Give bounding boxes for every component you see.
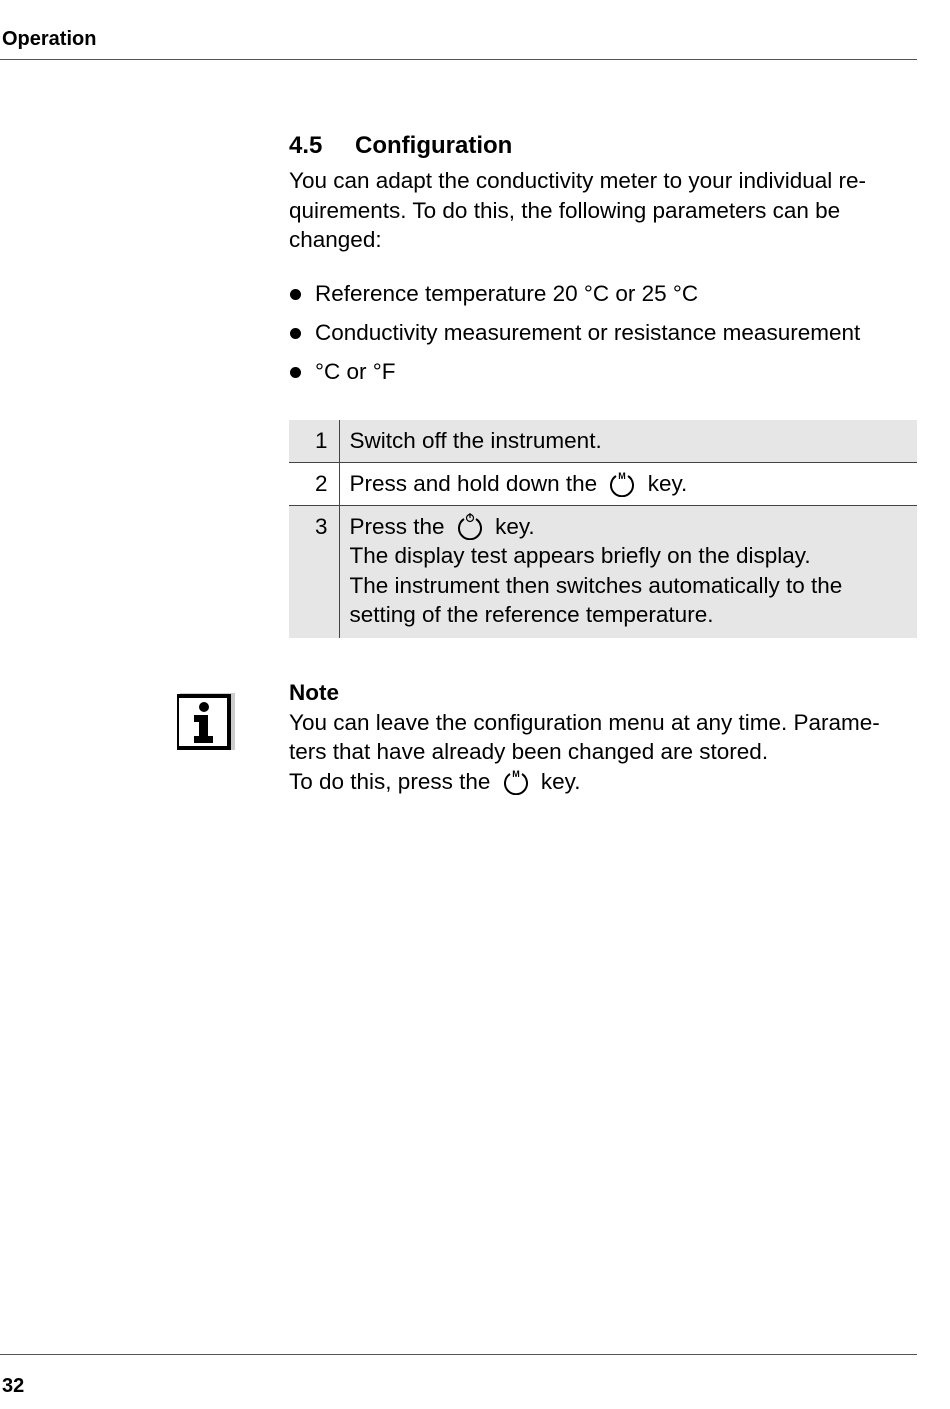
section-number: 4.5 [289,132,323,159]
running-header: Operation [2,28,97,50]
note-block [289,678,917,796]
step-detail: The instrument then switches automatically to the [349,572,843,598]
step-detail: setting of the reference temperature. [349,602,714,627]
step-text-after: key. [647,470,688,496]
list-item [289,357,917,396]
intro-line-2: quirements. To do this, the following parameters can be [289,197,841,223]
page-number: 32 [2,1375,25,1397]
note-line-2: ters that have already been changed are stored. [289,739,769,764]
list-item [289,318,917,357]
intro-line-3: changed: [289,227,382,252]
section-title: Configuration [355,132,513,159]
table-row [289,505,917,638]
list-item [289,279,917,318]
step-number: 2 [289,462,339,505]
mode-key-icon [501,767,531,795]
table-row [289,462,917,505]
parameter-list [289,279,917,396]
step-text: Switch off the instrument. [339,420,917,463]
step-text [339,505,917,638]
note-action-before: To do this, press the [289,768,491,794]
section-content [289,130,917,638]
note-line-1: You can leave the configuration menu at any time. Parame- [289,709,880,735]
footer-rule [0,1354,917,1355]
intro-line-1: You can adapt the conductivity meter to your individual re- [289,168,867,193]
steps-table [289,420,917,638]
note-text [289,708,917,767]
step-detail: The display test appears briefly on the display. [349,543,811,568]
svg-text:M: M [511,768,520,779]
list-item-text: Conductivity measurement or resistance measurement [315,319,861,345]
bullet-icon [290,328,301,339]
list-item-text: °C or °F [315,358,396,384]
list-item-text: Reference temperature 20 °C or 25 °C [315,280,699,306]
step-number: 1 [289,420,339,463]
svg-text:M: M [618,470,627,481]
step-text-before: Press and hold down the [349,470,598,496]
bullet-icon [290,367,301,378]
section-heading [289,130,917,162]
mode-key-icon [607,469,637,497]
bullet-icon [290,289,301,300]
note-action-after: key. [540,768,581,794]
step-number: 3 [289,505,339,638]
header-rule [0,59,917,60]
step-text-before: Press the [349,513,445,539]
note-action [289,767,917,797]
power-key-icon [455,512,485,540]
table-row [289,420,917,463]
note-title: Note [289,680,339,705]
intro-paragraph [289,166,917,255]
info-icon [177,690,235,750]
step-text-after: key. [495,513,535,539]
step-text [339,462,917,505]
